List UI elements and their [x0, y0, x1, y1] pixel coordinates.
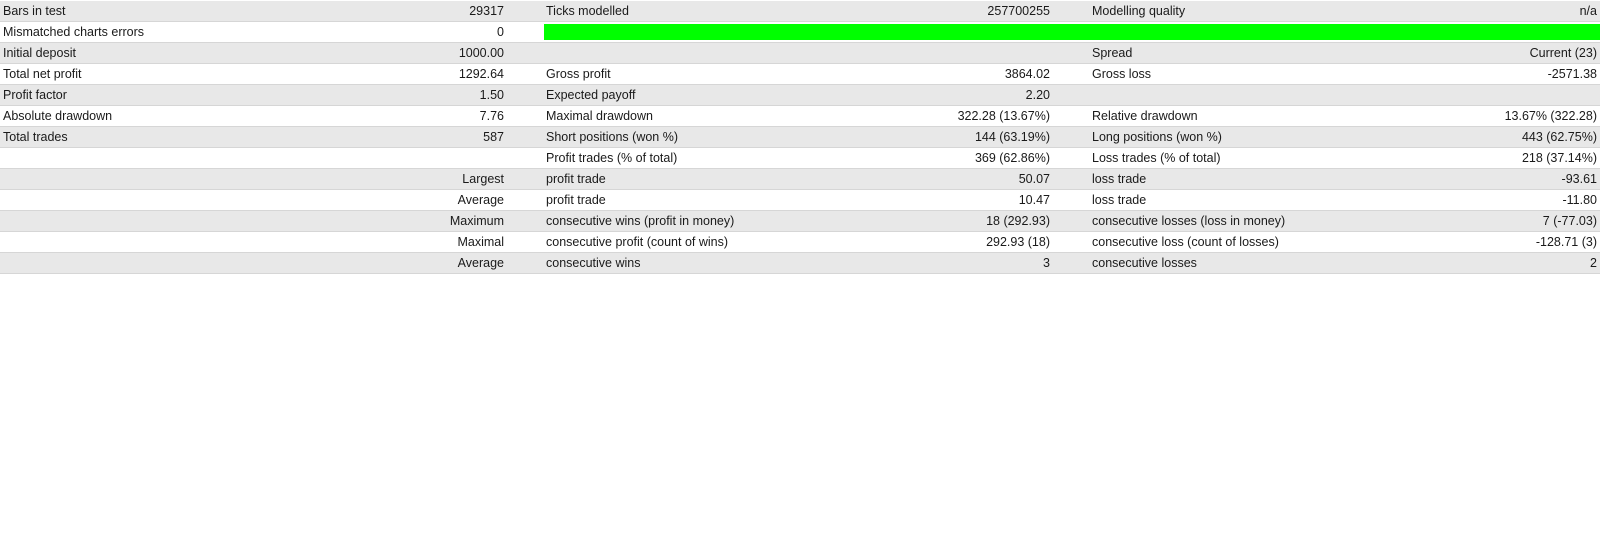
empty-cell [3, 211, 303, 231]
report-row-bars-in-test [0, 1, 1600, 22]
report-row-largest [0, 169, 1600, 190]
label-maximal-consecutive-loss: consecutive loss (count of losses) [1092, 235, 1279, 249]
report-row-maximum [0, 211, 1600, 232]
value-total-trades: 587 [483, 130, 504, 144]
value-gross-profit: 3864.02 [1004, 67, 1050, 81]
value-largest-loss-trade: -93.61 [1561, 172, 1597, 186]
value-maximal-drawdown: 322.28 (13.67%) [957, 109, 1050, 123]
report-row-profit-factor [0, 85, 1600, 106]
value-largest-profit-trade: 50.07 [1018, 172, 1050, 186]
label-average-loss-trade: loss trade [1092, 193, 1147, 207]
label-average-consecutive-losses: consecutive losses [1092, 256, 1197, 270]
report-row-drawdown [0, 106, 1600, 127]
empty-cell [850, 43, 1050, 63]
value-bars-in-test: 29317 [469, 4, 504, 18]
label-gross-loss: Gross loss [1092, 67, 1152, 81]
label-maximal: Maximal [457, 235, 504, 249]
report-row-initial-deposit [0, 43, 1600, 64]
label-average: Average [457, 193, 504, 207]
label-absolute-drawdown: Absolute drawdown [3, 109, 113, 123]
label-profit-factor: Profit factor [3, 88, 67, 102]
empty-cell [300, 148, 504, 168]
label-relative-drawdown: Relative drawdown [1092, 109, 1198, 123]
label-spread: Spread [1092, 46, 1133, 60]
report-row-maximal [0, 232, 1600, 253]
label-average-consecutive: Average [457, 256, 504, 270]
label-average-profit-trade: profit trade [546, 193, 606, 207]
value-short-positions: 144 (63.19%) [974, 130, 1050, 144]
label-max-consecutive-wins: consecutive wins (profit in money) [546, 214, 735, 228]
report-row-profit-loss-trades [0, 148, 1600, 169]
value-modelling-quality: n/a [1579, 4, 1597, 18]
value-total-net-profit: 1292.64 [458, 67, 504, 81]
label-total-trades: Total trades [3, 130, 68, 144]
empty-cell [3, 169, 303, 189]
empty-cell [3, 190, 303, 210]
value-max-consecutive-losses: 7 (-77.03) [1542, 214, 1597, 228]
label-maximal-consecutive-profit: consecutive profit (count of wins) [546, 235, 729, 249]
label-expected-payoff: Expected payoff [546, 88, 636, 102]
value-average-profit-trade: 10.47 [1018, 193, 1050, 207]
report-row-average [0, 190, 1600, 211]
report-row-total-net-profit [0, 64, 1600, 85]
empty-cell [3, 148, 303, 168]
value-spread: Current (23) [1529, 46, 1597, 60]
label-long-positions: Long positions (won %) [1092, 130, 1222, 144]
empty-cell [546, 43, 876, 63]
label-ticks-modelled: Ticks modelled [546, 4, 629, 18]
value-profit-trades: 369 (62.86%) [974, 151, 1050, 165]
value-max-consecutive-wins: 18 (292.93) [986, 214, 1050, 228]
value-average-consecutive-wins: 3 [1043, 256, 1050, 270]
empty-cell [3, 253, 303, 273]
value-ticks-modelled: 257700255 [987, 4, 1050, 18]
value-maximal-consecutive-profit: 292.93 (18) [986, 235, 1050, 249]
label-bars-in-test: Bars in test [3, 4, 66, 18]
label-maximum: Maximum [449, 214, 504, 228]
value-mismatched-charts-errors: 0 [497, 25, 504, 39]
modelling-quality-bar-fill [544, 24, 1600, 40]
value-expected-payoff: 2.20 [1025, 88, 1050, 102]
value-long-positions: 443 (62.75%) [1521, 130, 1597, 144]
label-loss-trades: Loss trades (% of total) [1092, 151, 1221, 165]
label-largest-loss-trade: loss trade [1092, 172, 1147, 186]
label-profit-trades: Profit trades (% of total) [546, 151, 678, 165]
empty-cell [1350, 85, 1597, 105]
label-maximal-drawdown: Maximal drawdown [546, 109, 653, 123]
label-mismatched-charts-errors: Mismatched charts errors [3, 25, 145, 39]
value-maximal-consecutive-loss: -128.71 (3) [1535, 235, 1597, 249]
value-profit-factor: 1.50 [479, 88, 504, 102]
value-absolute-drawdown: 7.76 [479, 109, 504, 123]
label-largest-profit-trade: profit trade [546, 172, 606, 186]
value-average-loss-trade: -11.80 [1562, 193, 1597, 207]
report-row-mismatched-charts-errors [0, 22, 1600, 43]
label-short-positions: Short positions (won %) [546, 130, 679, 144]
strategy-tester-report [0, 1, 1600, 274]
report-row-total-trades [0, 127, 1600, 148]
value-gross-loss: -2571.38 [1547, 67, 1597, 81]
label-initial-deposit: Initial deposit [3, 46, 76, 60]
value-relative-drawdown: 13.67% (322.28) [1504, 109, 1597, 123]
label-max-consecutive-losses: consecutive losses (loss in money) [1092, 214, 1286, 228]
value-initial-deposit: 1000.00 [458, 46, 504, 60]
empty-cell [3, 232, 303, 252]
report-row-average-consecutive [0, 253, 1600, 274]
label-average-consecutive-wins: consecutive wins [546, 256, 641, 270]
label-gross-profit: Gross profit [546, 67, 611, 81]
label-largest: Largest [462, 172, 504, 186]
label-modelling-quality: Modelling quality [1092, 4, 1186, 18]
label-total-net-profit: Total net profit [3, 67, 82, 81]
value-average-consecutive-losses: 2 [1590, 256, 1597, 270]
value-loss-trades: 218 (37.14%) [1521, 151, 1597, 165]
modelling-quality-bar [544, 24, 1600, 40]
